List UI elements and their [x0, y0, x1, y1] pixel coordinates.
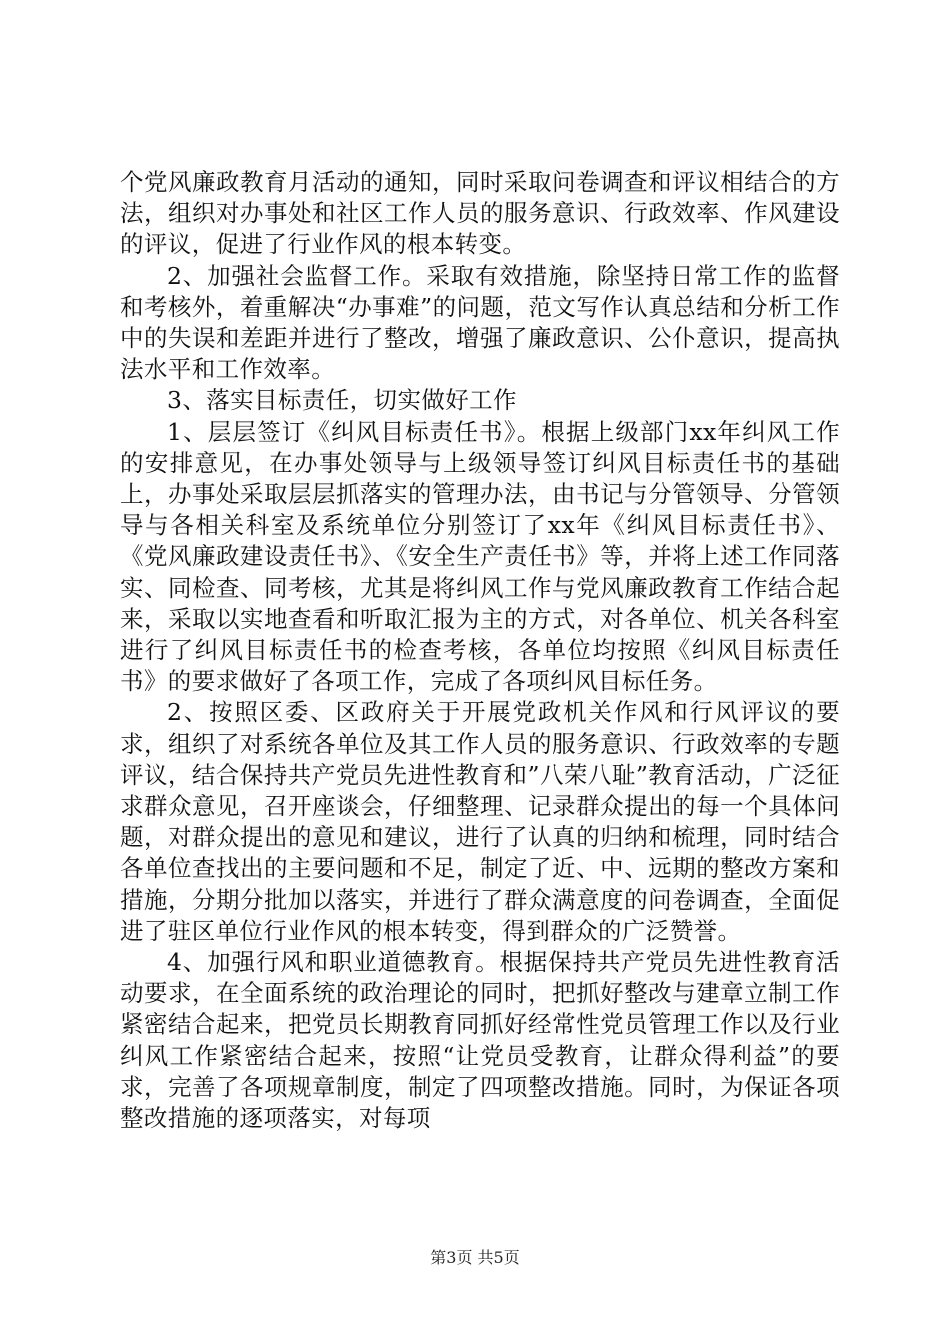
document-body: [120, 167, 840, 1134]
paragraph-style-review: 2、按照区委、区政府关于开展党政机关作风和行风评议的要求，组织了对系统各单位及其工作人员的服务意识、行政效率的专题评议，结合保持共产党员先进性教育和”八荣八耻”教育活动，广泛征求群众意见，召开座谈会，仔细整理、记录群众提出的每一个具体问题，对群众提出的意见和建议，进行了认真的归纳和梳理，同时结合各单位查找出的主要问题和不足，制定了近、中、远期的整改方案和措施，分期分批加以落实，并进行了群众满意度的问卷调查，全面促进了驻区单位行业作风的根本转变，得到群众的广泛赞誉。: [120, 698, 840, 945]
paragraph-ethics-education: 4、加强行风和职业道德教育。根据保持共产党员先进性教育活动要求，在全面系统的政治理论的同时，把抓好整改与建章立制工作紧密结合起来，把党员长期教育同抓好经常性党员管理工作以及行业纠风工作紧密结合起来，按照“让党员受教育，让群众得利益”的要求，完善了各项规章制度，制定了四项整改措施。同时，为保证各项整改措施的逐项落实，对每项: [120, 948, 840, 1133]
paragraph-social-supervision: 2、加强社会监督工作。采取有效措施，除坚持日常工作的监督和考核外，着重解决“办事难”的问题，范文写作认真总结和分析工作中的失误和差距并进行了整改，增强了廉政意识、公仆意识，提高执法水平和工作效率。: [120, 261, 840, 384]
paragraph-continuation: 个党风廉政教育月活动的通知，同时采取问卷调查和评议相结合的方法，组织对办事处和社区工作人员的服务意识、行政效率、作风建设的评议，促进了行业作风的根本转变。: [120, 168, 840, 259]
paragraph-responsibility-letter: 1、层层签订《纠风目标责任书》。根据上级部门xx年纠风工作的安排意见，在办事处领导与上级领导签订纠风目标责任书的基础上，办事处采取层层抓落实的管理办法，由书记与分管领导、分管领导与各相关科室及系统单位分别签订了xx年《纠风目标责任书》、《党风廉政建设责任书》、《安全生产责任书》等，并将上述工作同落实、同检查、同考核，尤其是将纠风工作与党风廉政教育工作结合起来，采取以实地查看和听取汇报为主的方式，对各单位、机关各科室进行了纠风目标责任书的检查考核，各单位均按照《纠风目标责任书》的要求做好了各项工作，完成了各项纠风目标任务。: [120, 417, 840, 696]
paragraph-heading-target-responsibility: 3、落实目标责任，切实做好工作: [167, 386, 517, 415]
page-footer: 第3页 共5页: [430, 1248, 520, 1267]
